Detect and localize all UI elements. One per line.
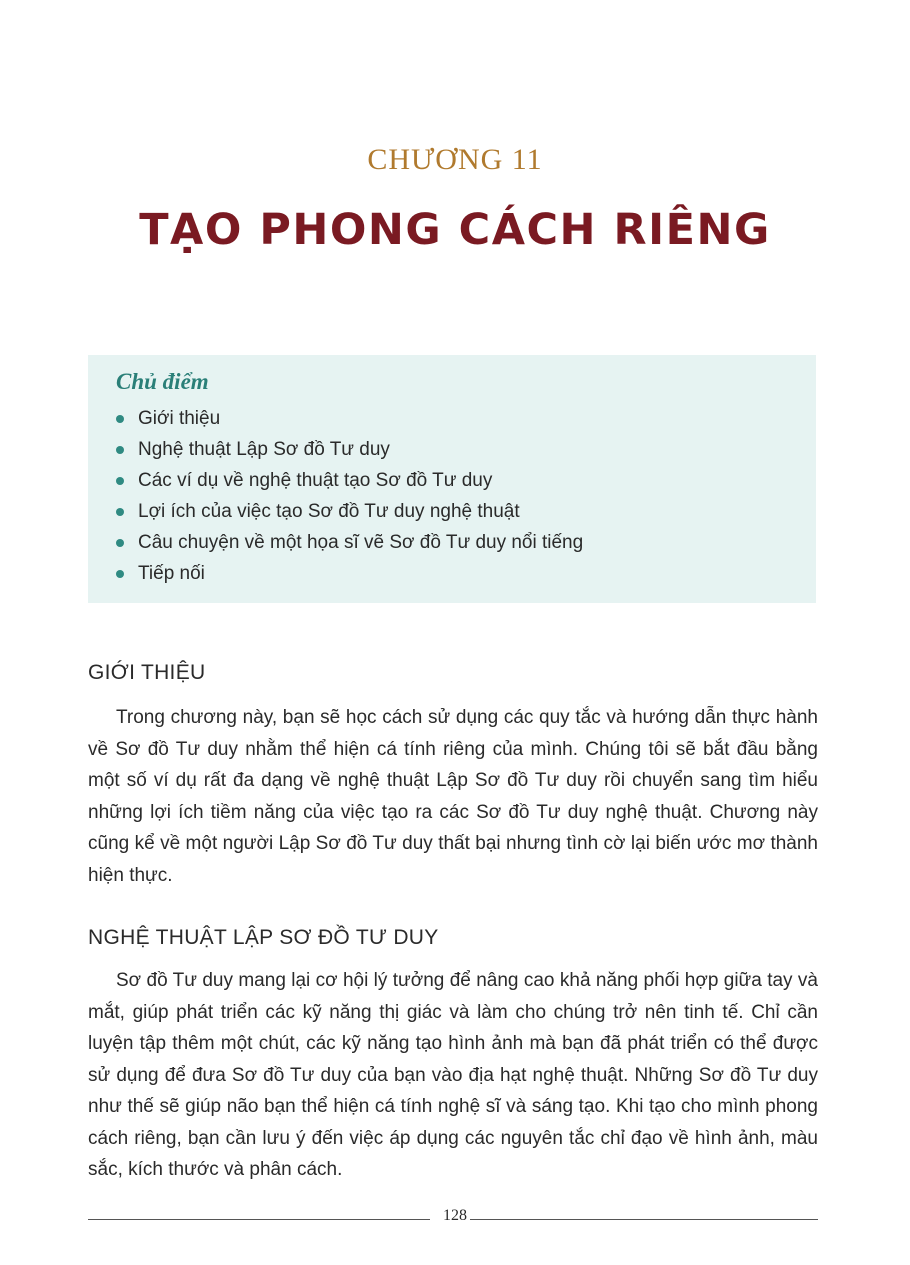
bullet-icon: [116, 539, 124, 547]
bullet-icon: [116, 415, 124, 423]
list-item: [116, 434, 816, 465]
section-heading-intro: GIỚI THIỆU: [88, 661, 206, 684]
list-item: [116, 496, 816, 527]
chapter-label: CHƯƠNG 11: [367, 143, 543, 176]
list-item: [116, 465, 816, 496]
list-item-text: Lợi ích của việc tạo Sơ đồ Tư duy nghệ thuật: [138, 501, 520, 522]
list-item-text: Nghệ thuật Lập Sơ đồ Tư duy: [138, 439, 390, 460]
section-paragraph-art: Sơ đồ Tư duy mang lại cơ hội lý tưởng để nâng cao khả năng phối hợp giữa tay và mắt, giúp phát triển các kỹ năng thị giác và làm cho chúng trở nên tinh tế. Chỉ cần luyện tập thêm một chút, các kỹ năng tạo hình ảnh mà bạn đã phát triển có thể được sử dụng để đưa Sơ đồ Tư duy của bạn vào địa hạt nghệ thuật. Những Sơ đồ Tư duy như thế sẽ giúp não bạn thể hiện cá tính nghệ sĩ và sáng tạo. Khi tạo cho mình phong cách riêng, bạn cần lưu ý đến việc áp dụng các nguyên tắc chỉ đạo về hình ảnh, màu sắc, kích thước và phân cách.: [88, 970, 818, 1180]
list-item-text: Câu chuyện về một họa sĩ vẽ Sơ đồ Tư duy nổi tiếng: [138, 532, 584, 553]
highlights-list: [116, 403, 816, 589]
bullet-icon: [116, 446, 124, 454]
chapter-title: TẠO PHONG CÁCH RIÊNG: [139, 205, 771, 255]
list-item-text: Các ví dụ về nghệ thuật tạo Sơ đồ Tư duy: [138, 470, 493, 491]
list-item: [116, 558, 816, 589]
bullet-icon: [116, 477, 124, 485]
list-item: [116, 527, 816, 558]
bullet-icon: [116, 570, 124, 578]
bullet-icon: [116, 508, 124, 516]
section-paragraph-intro: Trong chương này, bạn sẽ học cách sử dụng các quy tắc và hướng dẫn thực hành về Sơ đồ Tư duy nhằm thể hiện cá tính riêng của mình. Chúng tôi sẽ bắt đầu bằng một số ví dụ rất đa dạng về nghệ thuật Lập Sơ đồ Tư duy rồi chuyển sang tìm hiểu những lợi ích tiềm năng của việc tạo ra các Sơ đồ Tư duy nghệ thuật. Chương này cũng kể về một người Lập Sơ đồ Tư duy thất bại nhưng tình cờ lại biến ước mơ thành hiện thực.: [88, 707, 818, 886]
footer-rule-left: [88, 1219, 430, 1220]
highlights-heading: Chủ điểm: [116, 369, 209, 394]
page-number: 128: [443, 1207, 467, 1224]
list-item-text: Giới thiệu: [138, 408, 221, 429]
highlights-box: [88, 355, 816, 603]
footer-rule-right: [470, 1219, 818, 1220]
section-heading-art: NGHỆ THUẬT LẬP SƠ ĐỒ TƯ DUY: [88, 926, 439, 949]
list-item: [116, 403, 816, 434]
list-item-text: Tiếp nối: [138, 563, 205, 584]
